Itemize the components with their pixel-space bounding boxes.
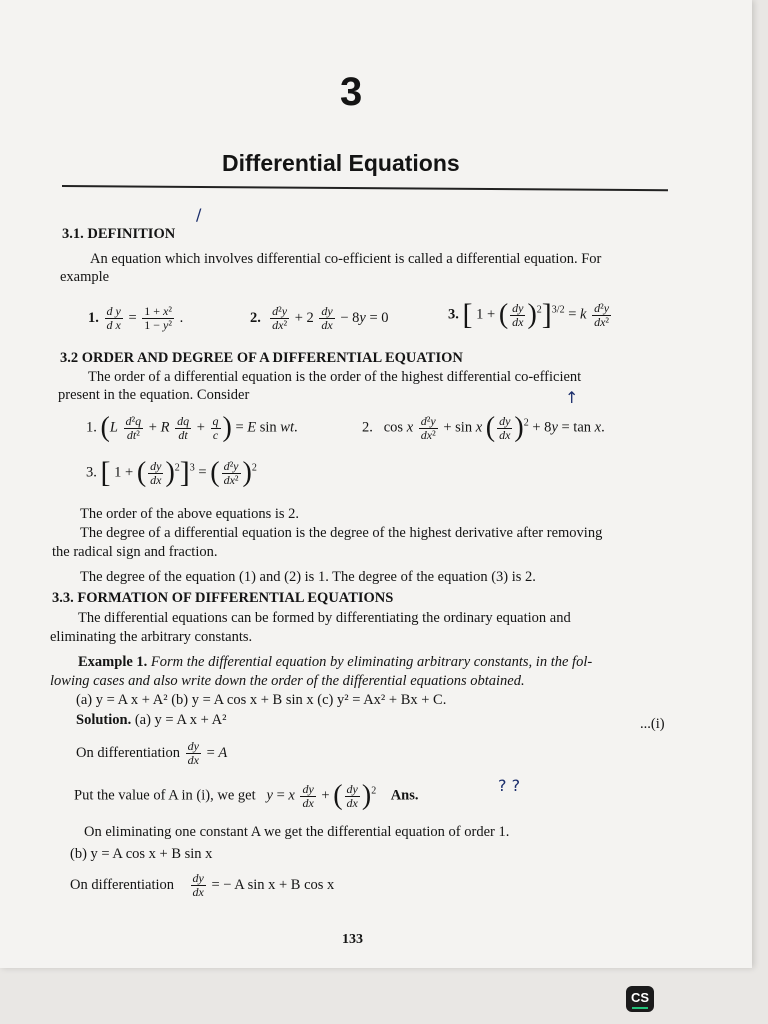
substitution-step: Put the value of A in (i), we get y = x $\frac{dy}{dx}$ + ( $\frac{dy}{dx}$ )$^2$ Ans. [74,780,419,811]
equation-tag: ...(i) [640,716,665,732]
order-result: The order of the above equations is 2. [80,506,300,522]
degree-text-line2: the radical sign and fraction. [52,544,218,560]
eliminating-text: On eliminating one constant A we get the differential equation of order 1. [84,824,510,840]
camscanner-logo-icon: CS [626,986,654,1012]
consider-equation-3: 3. [ 1 + ( $\frac{dy}{dx}$ )$^2$]$^3$ = ( $\frac{\text{d²y}}{\text{dx²}}$ )$^2$ [86,456,257,489]
section-heading-definition: 3.1. DEFINITION [62,226,176,242]
section-heading-formation: 3.3. FORMATION OF DIFFERENTIAL EQUATIONS [52,590,394,606]
example-1 [78,654,592,671]
pen-mark: ? ? [498,776,521,795]
example-text-line1: Form the differential equation by eliminating arbitrary constants, in the fol- [150,654,593,670]
answer-label: Ans. [390,787,419,804]
consider-equation-2: 2. cos x $\frac{\text{d²y}}{\text{dx²}}$ + sin x ( $\frac{dy}{dx}$ )$^2$ + 8y = tan x. [362,412,605,443]
on-differentiation-label: On differentiation [76,744,181,761]
consider-equation-1: 1. (L $\frac{\text{d²q}}{\text{dt²}}$ + R $\frac{dq}{dt}$ + $\frac{q}{c}$ ) = E sin wt. [86,412,298,443]
differentiation-step-a: On differentiation $\frac{dy}{dx}$ = A [76,739,228,767]
page-number: 133 [342,932,363,947]
formation-text-line2: eliminating the arbitrary constants. [50,629,253,645]
example-equation-3: 3. [ 1 + ( $\frac{dy}{dx}$ )$^2$]$^{3/2}$ = k $\frac{\text{d²y}}{\text{dx²}}$ [448,298,610,331]
degree-text-line1: The degree of a differential equation is the degree of the highest derivative after removing [80,525,603,541]
put-value-text: Put the value of A in (i), we get [74,787,256,804]
pen-mark: ↑ [565,388,579,407]
formation-text-line1: The differential equations can be formed by differentiating the ordinary equation and [78,610,571,626]
title-rule [62,185,668,191]
differentiation-step-b: On differentiation $\frac{dy}{dx}$ = − A sin x + B cos x [70,871,335,899]
solution-a: (a) y = A x + A² [134,712,227,728]
order-text-line1: The order of a differential equation is the order of the highest differential co-efficient [88,369,582,385]
definition-text-line1: An equation which involves differential co-efficient is called a differential equation. For [90,251,602,267]
differentiation-b-rhs: = − A sin x + B cos x [211,876,335,893]
example-parts: (a) y = A x + A² (b) y = A cos x + B sin x (c) y² = Ax² + Bx + C. [76,692,447,708]
section-heading-order-degree: 3.2 ORDER AND DEGREE OF A DIFFERENTIAL EQUATION [60,350,463,366]
chapter-number: 3 [340,70,363,114]
solution-label: Solution. [76,712,132,728]
part-b-equation: (b) y = A cos x + B sin x [70,846,213,862]
definition-text-line2: example [60,269,110,285]
pen-mark: / [196,205,202,224]
degree-result: The degree of the equation (1) and (2) is 1. The degree of the equation (3) is 2. [80,569,536,585]
example-label: Example 1. [78,654,148,670]
solution-line [76,712,226,729]
on-differentiation-label: On differentiation [70,876,175,893]
example-text-line2: lowing cases and also write down the order of the differential equations obtained. [50,673,525,689]
example-equation-1: 1. $\frac{\text{d y}}{\text{d x}}$ = $\frac{\text{1 + x²}}{\text{1 − y²}}$ . [88,304,184,332]
example-equation-2: 2. $\frac{\text{d²y}}{\text{dx²}}$ + 2 $\frac{dy}{dx}$ − 8y = 0 [250,304,389,332]
order-text-line2: present in the equation. Consider [58,387,250,403]
chapter-title: Differential Equations [222,150,460,176]
